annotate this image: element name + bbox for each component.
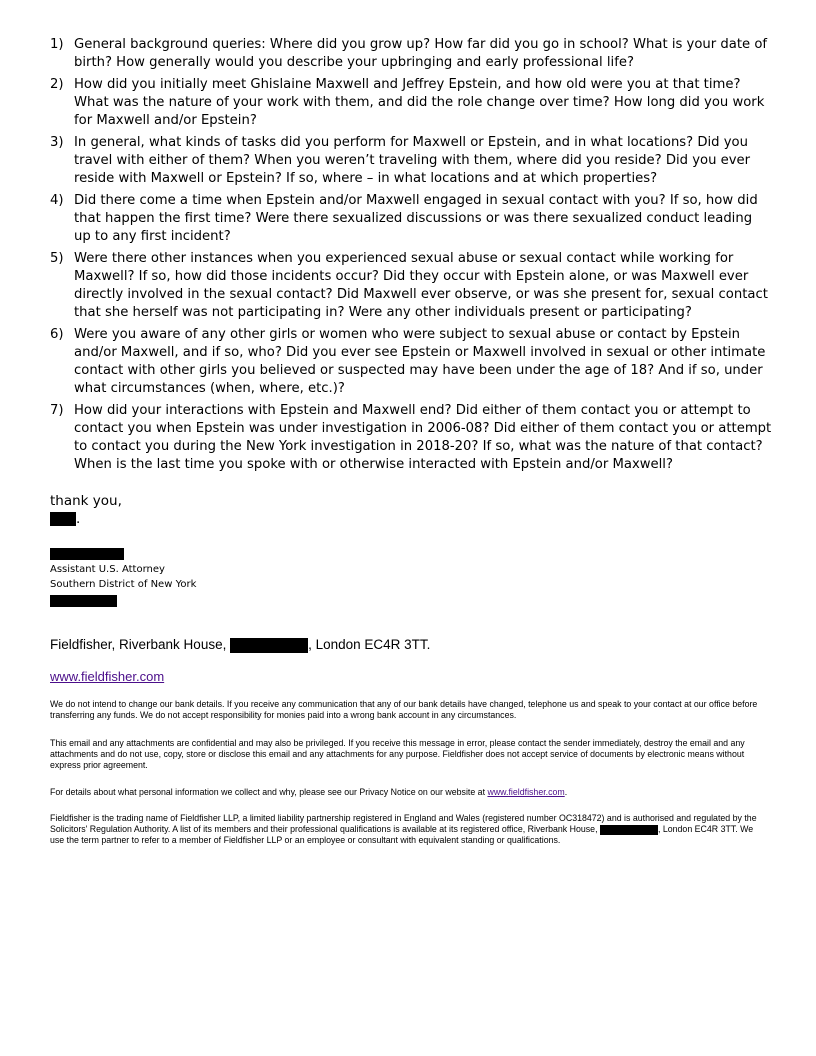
privacy-suffix: . [564, 787, 568, 797]
redaction-block [50, 595, 117, 607]
legal-text-part2: , London EC4R 3TT. We use the term partner to refer to a member of Fieldfisher LLP or an employee or consultant with equivalent standing or qualifications. [50, 824, 754, 845]
footer-website [50, 668, 164, 686]
redaction-block [230, 638, 308, 653]
item-text: In general, what kinds of tasks did you perform for Maxwell or Epstein, and in what locations? Did you travel with either of them? When you weren’t traveling with them, where did you reside? Did you ever reside with Maxwell or Epstein? If so, where – in what locations and at which properties? [74, 135, 751, 186]
confidentiality-disclaimer: This email and any attachments are confidential and may also be privileged. If you receive this message in error, please contact the sender immediately, destroy the email and any attachments and do not use, copy, store or disclose this email and any attachments for any purpose. Fieldfisher does not accept service of documents by electronic means without express prior agreement. [50, 738, 745, 770]
list-item [50, 326, 772, 398]
signature-office: Southern District of New York [50, 579, 197, 590]
item-text: Were you aware of any other girls or women who were subject to sexual abuse or contact by Epstein and/or Maxwell, and if so, who? Did you ever see Epstein or Maxwell involved in sexual or other intimate contact with other girls you believed or suspected may have been under the age of 18? And if so, under what circumstances (when, where, etc.)? [74, 327, 766, 396]
redaction-block [50, 548, 124, 560]
item-number: 5) [50, 251, 64, 266]
list-item [50, 134, 772, 188]
item-number: 4) [50, 193, 64, 208]
closing-text: thank you, [50, 493, 122, 509]
bank-disclaimer: We do not intend to change our bank details. If you receive any communication that any of our bank details have changed, telephone us and speak to your contact at our office before transferring any funds. We do not accept responsibility for monies paid into a wrong bank account in any circumstances. [50, 699, 758, 720]
item-text: Were there other instances when you experienced sexual abuse or sexual contact while working for Maxwell? If so, how did those incidents occur? Did they occur with Epstein alone, or was Maxwell ever directly involved in the sexual contact? Did Maxwell ever observe, or was she present for, sexual contact that she herself was not participating in? Were any other individuals present or participating? [74, 251, 768, 320]
redaction-block [50, 512, 76, 526]
item-number: 3) [50, 135, 64, 150]
list-item [50, 192, 772, 246]
signature-title: Assistant U.S. Attorney [50, 564, 165, 575]
list-item [50, 36, 772, 72]
signature-contact-line [50, 594, 196, 609]
list-item [50, 402, 772, 474]
list-item [50, 250, 772, 322]
item-text: How did your interactions with Epstein and Maxwell end? Did either of them contact you or attempt to contact you when Epstein was under investigation in 2006-08? Did either of them contact you or attempt to contact you during the New York investigation in 2018-20? If so, what was the nature of that contact? When is the last time you spoke with or otherwise interacted with Epstein and/or Maxwell? [74, 403, 772, 472]
footer-address [50, 636, 770, 654]
website-link[interactable]: www.fieldfisher.com [50, 669, 165, 684]
privacy-notice [50, 787, 766, 798]
signoff [50, 492, 122, 528]
initials-line [50, 510, 122, 528]
item-text: Did there come a time when Epstein and/or Maxwell engaged in sexual contact with you? If so, how did that happen the first time? Were there sexualized discussions or was there sexualized conduct leading up to any first incident? [74, 193, 758, 244]
item-number: 7) [50, 403, 64, 418]
question-list [50, 36, 772, 478]
legal-text-part1: Fieldfisher is the trading name of Fieldfisher LLP, a limited liability partnership registered in England and Wales (registered number OC318472) and is authorised and regulated by the Solicitors' Regulation Authority. A list of its members and their professional qualifications is available at its registered office, Riverbank House, [50, 813, 757, 834]
address-prefix: Fieldfisher, Riverbank House, [50, 637, 231, 652]
item-number: 6) [50, 327, 64, 342]
item-number: 2) [50, 77, 64, 92]
signature-name-line [50, 547, 196, 562]
redaction-block [600, 825, 658, 835]
list-item [50, 76, 772, 130]
privacy-text: For details about what personal information we collect and why, please see our Privacy Notice on our website at [50, 787, 488, 797]
item-text: How did you initially meet Ghislaine Maxwell and Jeffrey Epstein, and how old were you at that time? What was the nature of your work with them, and did the role change over time? How long did you work for Maxwell and/or Epstein? [74, 77, 765, 128]
privacy-website-link[interactable]: www.fieldfisher.com [487, 787, 565, 797]
item-number: 1) [50, 37, 64, 52]
signature-block [50, 547, 196, 609]
address-suffix: , London EC4R 3TT. [308, 637, 431, 652]
legal-notice [50, 813, 766, 846]
initials-suffix: . [76, 511, 81, 527]
item-text: General background queries: Where did you grow up? How far did you go in school? What is your date of birth? How generally would you describe your upbringing and early professional life? [74, 37, 768, 70]
